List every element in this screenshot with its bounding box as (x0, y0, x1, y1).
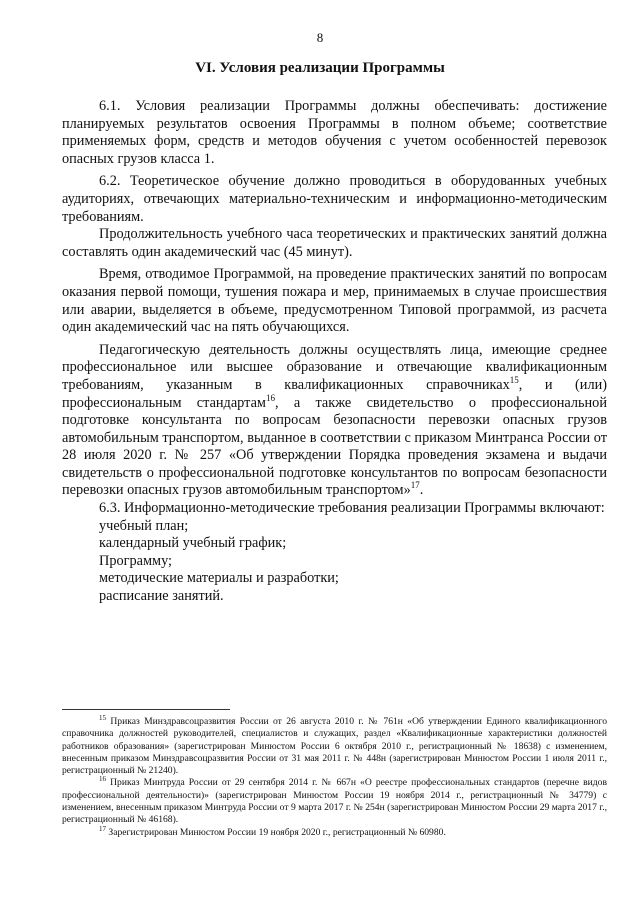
page-number: 8 (316, 30, 324, 45)
footnote-mark: 16 (99, 775, 106, 784)
list-item: Программу; (99, 552, 173, 569)
list-item: учебный план; (99, 517, 189, 534)
teaching-staff-text-c: , а также свидетельство о профессиональной подготовке консультанта по вопросам безопасности перевозки опасных грузов автомобильным транспортом, выданное в соответствии с приказом Минтранса России от 28 июля 2020 г. № 257 «Об утверждении Порядка проведения экзамена и выдачи свидетельств о профессиональной подготовке консультантов по вопросам безопасности перевозки опасных грузов автомобильным транспортом» (62, 394, 607, 499)
paragraph-practical-time: Время, отводимое Программой, на проведение практических занятий по вопросам оказания первой помощи, тушения пожара и мер, принимаемых в случае происшествия или аварии, выделяется в объеме, предусмотренном Типовой программой, из расчета один академический час на пять обучающихся. (62, 266, 607, 336)
body-text (62, 98, 607, 606)
footnotes (62, 713, 608, 839)
list-item: календарный учебный график; (99, 535, 287, 552)
teaching-staff-text-a: Педагогическую деятельность должны осуществлять лица, имеющие среднее профессиональное или высшее образование и отвечающие квалификационным требованиям, указанным в квалификационных справочниках (62, 341, 607, 393)
footnote-17 (62, 824, 607, 839)
footnote-15 (62, 713, 608, 777)
paragraph-teaching-staff (62, 342, 607, 500)
footnote-text: Зарегистрирован Минюстом России 19 ноября 2020 г., регистрационный № 60980. (108, 826, 446, 838)
footnote-text: Приказ Минтруда России от 29 сентября 2014 г. № 667н «О реестре профессиональных стандартов (перечне видов профессиональной деятельности)» (зарегистрирован Минюстом России 19 ноября 2014 г., регистрационный № 34779) с изменением, внесенным приказом Минтруда России от 9 марта 2017 г. № 254н (зарегистрирован Минюстом России 29 марта 2017 г., регистрационный № 46168). (62, 777, 607, 826)
teaching-staff-text-d: . (419, 482, 424, 499)
footnote-ref-15: 15 (509, 375, 519, 386)
footnote-ref-17: 17 (410, 480, 420, 491)
footnote-mark: 17 (99, 824, 106, 833)
paragraph-6-3: 6.3. Информационно-методические требования реализации Программы включают: (99, 500, 605, 517)
paragraph-6-1: 6.1. Условия реализации Программы должны обеспечивать: достижение планируемых результатов освоения Программы в полном объеме; соответствие применяемых форм, средств и методов обучения с учетом особенностей перевозок опасных грузов класса 1. (62, 98, 607, 167)
footnote-mark: 15 (99, 713, 106, 722)
paragraph-study-hour: Продолжительность учебного часа теоретических и практических занятий должна составлять один академический час (45 минут). (62, 226, 607, 260)
teaching-staff-text-b: , и (или) профессиональным стандартам (62, 376, 607, 411)
list-item: расписание занятий. (99, 588, 224, 605)
section-heading: VI. Условия реализации Программы (195, 60, 445, 76)
list-item: методические материалы и разработки; (99, 570, 339, 587)
footnote-text: Приказ Минздравсоцразвития России от 26 августа 2010 г. № 761н «Об утверждении Единого квалификационного справочника должностей руководителей, специалистов и служащих, раздел «Квалификационные характеристики должностей работников образования» (зарегистрирован Минюстом России 6 октября 2010 г., регистрационный № 18638) с изменением, внесенным приказом Минздравсоцразвития России от 31 мая 2011 г. № 448н (зарегистрирован Минюстом России 1 июля 2011 г., регистрационный № 21240). (62, 716, 608, 777)
footnote-ref-16: 16 (265, 392, 275, 403)
paragraph-6-2: 6.2. Теоретическое обучение должно проводиться в оборудованных учебных аудиториях, отвечающих материально-техническим и информационно-методическим требованиям. (62, 173, 607, 225)
footnote-divider (62, 709, 230, 710)
footnote-16 (62, 777, 607, 826)
